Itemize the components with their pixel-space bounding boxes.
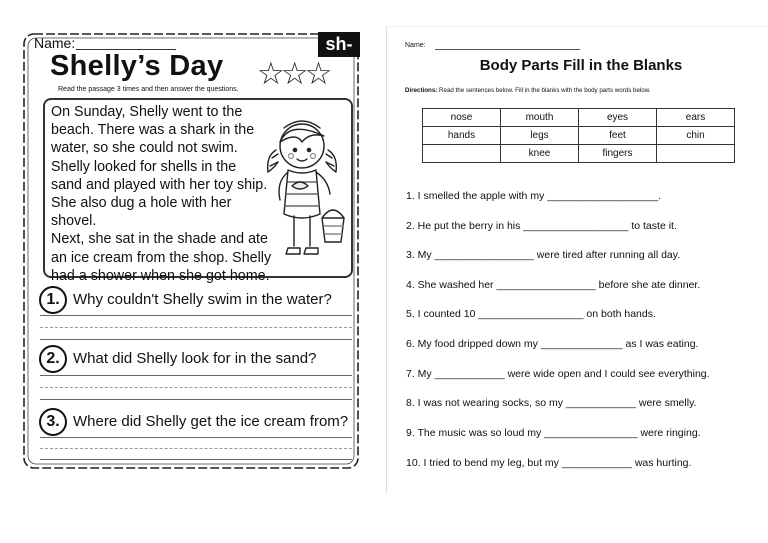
word-bank-cell: chin	[657, 127, 735, 145]
answer-line[interactable]	[40, 375, 352, 376]
question-text: Why couldn't Shelly swim in the water?	[73, 291, 332, 308]
reading-worksheet	[20, 30, 362, 472]
fill-in-sentence-3[interactable]: 3. My _________________ were tired after running all day.	[406, 249, 681, 261]
question-number: 1.	[39, 286, 67, 314]
fill-in-sentence-7[interactable]: 7. My ____________ were wide open and I could see everything.	[406, 368, 710, 380]
fill-in-sentence-6[interactable]: 6. My food dripped down my ______________ as I was eating.	[406, 338, 699, 350]
answer-guide-line	[40, 327, 352, 328]
name-label: Name:	[34, 35, 76, 51]
word-bank-table	[422, 108, 735, 163]
fill-in-sentence-8[interactable]: 8. I was not wearing socks, so my ____________ were smelly.	[406, 397, 697, 409]
question-number: 3.	[39, 408, 67, 436]
phonics-tag: sh-	[318, 32, 360, 57]
passage-line: She also dug a hole with her shovel.	[51, 195, 232, 230]
passage-line: On Sunday, Shelly went to the	[51, 104, 243, 120]
word-bank-cell: eyes	[579, 109, 657, 127]
word-bank-cell	[657, 145, 735, 163]
question-text: What did Shelly look for in the sand?	[73, 350, 317, 367]
passage-line: an ice cream from the shop. Shelly	[51, 249, 272, 266]
word-bank-cell: feet	[579, 127, 657, 145]
fill-in-sentence-1[interactable]: 1. I smelled the apple with my ___________________.	[406, 190, 662, 202]
word-bank-cell: ears	[657, 109, 735, 127]
directions-label: Directions:	[405, 87, 438, 94]
word-bank-cell: hands	[423, 127, 501, 145]
worksheet-title: Shelly’s Day	[50, 50, 224, 82]
answer-line[interactable]	[40, 437, 352, 438]
word-bank-cell	[423, 145, 501, 163]
passage-line: beach. There was a shark in the	[51, 122, 255, 139]
fill-in-sentence-5[interactable]: 5. I counted 10 __________________ on both hands.	[406, 308, 656, 320]
answer-line[interactable]	[40, 399, 352, 400]
question-number: 2.	[39, 345, 67, 373]
question-text: Where did Shelly get the ice cream from?	[73, 413, 349, 430]
word-bank-row	[423, 109, 735, 127]
instructions: Read the passage 3 times and then answer the questions.	[58, 86, 239, 93]
directions-text: Read the sentences below. Fill in the blanks with the body parts words below.	[437, 87, 651, 94]
passage-line: sand and played with her toy ship.	[51, 176, 268, 193]
directions	[405, 87, 651, 94]
answer-line[interactable]	[40, 459, 352, 460]
word-bank-cell: fingers	[579, 145, 657, 163]
answer-guide-line	[40, 448, 352, 449]
answer-guide-line	[40, 387, 352, 388]
fill-in-sentence-4[interactable]: 4. She washed her _________________ before she ate dinner.	[406, 279, 701, 291]
answer-line[interactable]	[40, 315, 352, 316]
word-bank-cell: nose	[423, 109, 501, 127]
rating-stars[interactable]: ☆☆☆	[257, 56, 329, 91]
passage-line: Shelly looked for shells in the	[51, 158, 237, 175]
word-bank-cell: mouth	[501, 109, 579, 127]
fill-in-sentence-10[interactable]: 10. I tried to bend my leg, but my ____________ was hurting.	[406, 457, 692, 469]
worksheet-title: Body Parts Fill in the Blanks	[479, 57, 683, 74]
word-bank-cell: legs	[501, 127, 579, 145]
word-bank-cell: knee	[501, 145, 579, 163]
word-bank-row	[423, 127, 735, 145]
name-field[interactable]	[435, 49, 580, 50]
name-label: Name:	[405, 42, 426, 49]
body-parts-worksheet	[386, 26, 768, 493]
reading-passage	[51, 103, 273, 285]
fill-in-sentence-2[interactable]: 2. He put the berry in his __________________ to taste it.	[406, 220, 677, 232]
fill-in-sentence-9[interactable]: 9. The music was so loud my ________________ were ringing.	[406, 427, 701, 439]
word-bank-row	[423, 145, 735, 163]
answer-line[interactable]	[40, 339, 352, 340]
passage-line: water, so she could not swim.	[51, 140, 238, 157]
passage-line: had a shower when she got home.	[51, 267, 270, 284]
girl-with-bucket-illustration	[258, 110, 354, 262]
passage-line: Next, she sat in the shade and ate	[51, 231, 268, 248]
